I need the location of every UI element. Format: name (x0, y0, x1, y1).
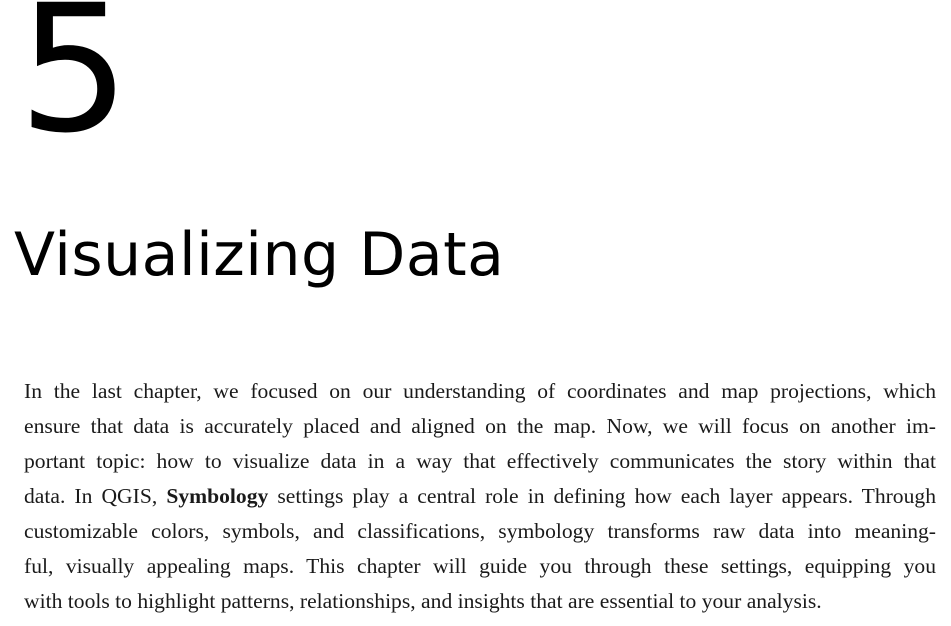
paragraph-line-1: In the last chapter, we focused on our understanding of coordinates and map projections, which (24, 379, 936, 403)
symbology-term: Symbology (166, 484, 269, 508)
paragraph-line-6: ful, visually appealing maps. This chapter will guide you through these settings, equipping you (24, 554, 936, 578)
chapter-title: Visualizing Data (14, 220, 505, 290)
paragraph-line-2: ensure that data is accurately placed and aligned on the map. Now, we will focus on another im- (24, 414, 936, 438)
line-4-start: data. In QGIS, (24, 484, 167, 508)
chapter-number: 5 (18, 0, 128, 172)
paragraph-line-4 (24, 479, 936, 514)
paragraph-line-5: customizable colors, symbols, and classifications, symbology transforms raw data into meaning- (24, 519, 936, 543)
line-4-end: settings play a central role in defining how each layer appears. Through (268, 484, 936, 508)
chapter-intro-paragraph (24, 374, 936, 619)
paragraph-line-7: with tools to highlight patterns, relationships, and insights that are essential to your analysis. (24, 589, 822, 613)
paragraph-line-3: portant topic: how to visualize data in a way that effectively communicates the story within that (24, 449, 936, 473)
